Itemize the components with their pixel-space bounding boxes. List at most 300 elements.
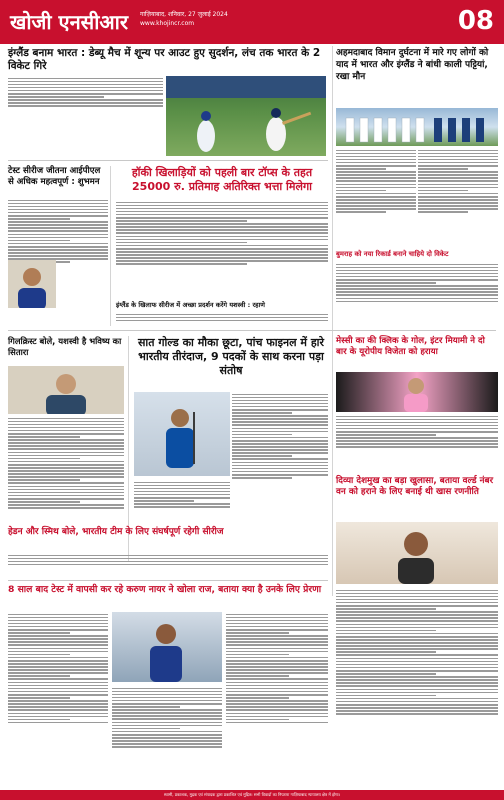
- text-line: [232, 455, 292, 457]
- body-karun-col3: [226, 612, 328, 782]
- text-line: [232, 403, 328, 405]
- text-line: [8, 564, 328, 566]
- text-line: [226, 629, 328, 631]
- text-line: [336, 605, 498, 607]
- vertical-rule-right: [332, 46, 333, 596]
- text-line: [232, 431, 328, 433]
- text-line: [116, 263, 247, 265]
- text-line: [226, 638, 328, 640]
- text-line: [8, 240, 70, 242]
- text-line: [116, 208, 328, 210]
- text-line: [336, 636, 498, 638]
- text-line: [8, 243, 108, 245]
- body-hayden: [8, 553, 328, 575]
- text-line: [8, 203, 108, 205]
- text-line: [226, 688, 328, 690]
- text-line: [8, 629, 108, 631]
- text-line: [336, 599, 498, 601]
- divya-photo: [336, 522, 498, 584]
- text-line: [418, 202, 498, 204]
- text-line: [336, 704, 498, 706]
- text-line: [336, 611, 498, 613]
- text-line: [8, 458, 80, 460]
- text-line: [336, 614, 498, 616]
- text-line: [336, 165, 416, 167]
- text-line: [112, 718, 222, 720]
- text-line: [336, 590, 498, 592]
- text-line: [112, 694, 222, 696]
- headline-hockey: हॉकी खिलाड़ियों को पहली बार टॉप्स के तहत 25000 रु. प्रतिमाह अतिरिक्त भत्ता मिलेगा: [131, 166, 313, 193]
- text-line: [8, 209, 108, 211]
- text-line: [112, 700, 222, 702]
- text-line: [336, 431, 498, 433]
- text-line: [8, 212, 108, 214]
- text-line: [336, 670, 498, 672]
- text-line: [8, 555, 328, 557]
- text-line: [232, 397, 328, 399]
- text-line: [336, 627, 498, 629]
- text-line: [112, 722, 222, 724]
- text-line: [232, 449, 328, 451]
- text-line: [418, 162, 498, 164]
- text-line: [418, 187, 498, 189]
- text-line: [336, 298, 498, 300]
- text-line: [116, 214, 328, 216]
- text-line: [226, 614, 328, 616]
- headline-bumrah: बुमराह को नया रिकार्ड बनाने चाहिये दो विकेट: [336, 250, 449, 258]
- text-line: [8, 641, 108, 643]
- text-line: [8, 99, 163, 101]
- text-line: [8, 716, 108, 718]
- text-line: [8, 482, 124, 484]
- text-line: [336, 156, 416, 158]
- text-line: [336, 425, 498, 427]
- text-line: [112, 697, 222, 699]
- text-line: [226, 719, 289, 721]
- text-line: [8, 433, 124, 435]
- masthead-title: खोजी एनसीआर: [10, 10, 129, 34]
- text-line: [112, 688, 222, 690]
- headline-hayden: हेडन और स्मिथ बोले, भारतीय टीम के लिए संघर्षपूर्ण रहेगी सीरीज: [8, 527, 224, 537]
- text-line: [8, 200, 108, 202]
- text-line: [336, 648, 498, 650]
- text-line: [8, 102, 163, 104]
- text-line: [418, 184, 498, 186]
- text-line: [232, 409, 328, 411]
- text-line: [8, 467, 124, 469]
- text-line: [8, 722, 108, 724]
- text-line: [418, 180, 498, 182]
- text-line: [8, 249, 108, 251]
- text-line: [8, 78, 163, 80]
- text-line: [226, 620, 328, 622]
- text-line: [112, 743, 222, 745]
- text-line: [336, 196, 416, 198]
- text-line: [232, 474, 328, 476]
- text-line: [8, 703, 108, 705]
- text-line: [8, 691, 108, 693]
- text-line: [232, 446, 328, 448]
- text-line: [8, 614, 108, 616]
- text-line: [336, 685, 498, 687]
- text-line: [116, 205, 328, 207]
- text-line: [336, 153, 416, 155]
- text-line: [8, 230, 108, 232]
- text-line: [116, 245, 328, 247]
- text-line: [336, 713, 498, 715]
- text-line: [8, 430, 124, 432]
- text-line: [116, 248, 328, 250]
- text-line: [336, 620, 498, 622]
- text-line: [226, 648, 328, 650]
- text-line: [8, 445, 124, 447]
- text-line: [336, 707, 498, 709]
- text-line: [8, 436, 80, 438]
- text-line: [8, 651, 108, 653]
- text-line: [8, 93, 163, 95]
- text-line: [336, 624, 498, 626]
- masthead-date: गाज़ियाबाद, शनिवार, 27 जुलाई 2024: [140, 11, 228, 18]
- text-line: [226, 678, 328, 680]
- text-line: [226, 623, 328, 625]
- text-line: [226, 675, 289, 677]
- text-line: [336, 596, 498, 598]
- text-line: [336, 434, 436, 436]
- text-line: [8, 218, 70, 220]
- text-line: [232, 406, 328, 408]
- text-line: [336, 208, 416, 210]
- text-line: [336, 416, 498, 418]
- text-line: [116, 260, 328, 262]
- text-line: [336, 428, 498, 430]
- text-line: [8, 473, 124, 475]
- text-line: [336, 698, 498, 700]
- body-tribute-col2: [418, 148, 498, 248]
- text-line: [8, 635, 108, 637]
- text-line: [8, 678, 108, 680]
- text-line: [226, 635, 328, 637]
- body-bumrah: [336, 262, 498, 326]
- text-line: [336, 291, 498, 293]
- text-line: [8, 486, 124, 488]
- text-line: [336, 443, 498, 445]
- text-line: [232, 462, 328, 464]
- text-line: [336, 682, 498, 684]
- text-line: [226, 632, 289, 634]
- text-line: [8, 498, 124, 500]
- text-line: [8, 442, 124, 444]
- headline-archery: सात गोल्ड का मौका छूटा, पांच फाइनल में हारे भारतीय तीरंदाज, 9 पदकों के साथ करना पड़ा संतोष: [137, 336, 325, 377]
- masthead-url: www.khojincr.com: [140, 20, 195, 27]
- text-line: [336, 270, 498, 272]
- text-line: [116, 211, 328, 213]
- text-line: [336, 651, 436, 653]
- text-line: [232, 421, 328, 423]
- text-line: [8, 424, 124, 426]
- text-line: [8, 418, 124, 420]
- vertical-rule-left: [110, 166, 111, 326]
- text-line: [418, 168, 468, 170]
- text-line: [418, 150, 498, 152]
- text-line: [226, 651, 328, 653]
- text-line: [336, 264, 498, 266]
- text-line: [116, 254, 328, 256]
- text-line: [116, 229, 328, 231]
- text-line: [336, 419, 498, 421]
- text-line: [336, 664, 498, 666]
- text-line: [116, 220, 247, 222]
- text-line: [336, 676, 498, 678]
- text-line: [336, 633, 498, 635]
- gilchrist-photo: [8, 366, 124, 414]
- text-line: [336, 661, 498, 663]
- text-line: [8, 709, 108, 711]
- text-line: [116, 320, 328, 322]
- text-line: [336, 630, 436, 632]
- text-line: [134, 506, 230, 508]
- text-line: [112, 737, 222, 739]
- text-line: [226, 660, 328, 662]
- text-line: [8, 617, 108, 619]
- text-line: [8, 479, 80, 481]
- headline-england-india: इंग्लैंड बनाम भारत : डेब्यू मैच में शून्य पर आउट हुए सुदर्शन, लंच तक भारत के 2 विकेट गिरे: [8, 47, 321, 72]
- text-line: [134, 488, 230, 490]
- text-line: [8, 713, 108, 715]
- text-line: [336, 162, 416, 164]
- text-line: [112, 691, 222, 693]
- text-line: [8, 461, 124, 463]
- text-line: [8, 666, 108, 668]
- text-line: [336, 279, 498, 281]
- text-line: [336, 193, 416, 195]
- text-line: [336, 692, 498, 694]
- headline-karun-nair: 8 साल बाद टेस्ट में वापसी कर रहे करुण नायर ने खोला राज, बताया क्या है उनके लिए प्रेरणा: [8, 584, 322, 595]
- text-line: [8, 507, 124, 509]
- text-line: [418, 196, 498, 198]
- text-line: [116, 242, 247, 244]
- text-line: [232, 443, 328, 445]
- text-line: [8, 96, 104, 98]
- text-line: [8, 626, 108, 628]
- archery-photo: [134, 392, 230, 476]
- text-line: [336, 184, 416, 186]
- text-line: [8, 90, 163, 92]
- text-line: [8, 87, 163, 89]
- text-line: [8, 206, 108, 208]
- text-line: [226, 691, 328, 693]
- text-line: [418, 199, 498, 201]
- text-line: [112, 746, 222, 748]
- text-line: [232, 415, 328, 417]
- text-line: [8, 719, 70, 721]
- text-line: [8, 632, 70, 634]
- text-line: [112, 725, 222, 727]
- text-line: [336, 199, 416, 201]
- text-line: [8, 81, 163, 83]
- text-line: [336, 695, 436, 697]
- body-karun-col2: [112, 686, 222, 782]
- divider-3: [8, 580, 328, 581]
- text-line: [8, 492, 124, 494]
- text-line: [336, 187, 416, 189]
- text-line: [336, 593, 498, 595]
- divider-1: [8, 160, 328, 161]
- text-line: [336, 658, 498, 660]
- text-line: [8, 644, 108, 646]
- text-line: [232, 458, 328, 460]
- text-line: [336, 267, 498, 269]
- text-line: [8, 227, 108, 229]
- text-line: [134, 497, 230, 499]
- text-line: [8, 648, 108, 650]
- text-line: [336, 639, 498, 641]
- text-line: [134, 503, 230, 505]
- body-england-india: [8, 76, 163, 124]
- text-line: [336, 437, 498, 439]
- text-line: [8, 501, 80, 503]
- text-line: [8, 660, 108, 662]
- text-line: [8, 448, 124, 450]
- text-line: [336, 422, 498, 424]
- text-line: [8, 224, 108, 226]
- text-line: [336, 654, 498, 656]
- text-line: [336, 276, 498, 278]
- headline-messi: मेस्सी का की क्लिक के गोल, इंटर मियामी ने दो बार के यूरोपीय विजेता को हराया: [336, 336, 485, 357]
- text-line: [8, 476, 124, 478]
- text-line: [8, 675, 70, 677]
- text-line: [134, 482, 230, 484]
- text-line: [336, 673, 436, 675]
- text-line: [8, 255, 108, 257]
- text-line: [226, 709, 328, 711]
- text-line: [336, 710, 498, 712]
- text-line: [232, 440, 328, 442]
- divider-2: [8, 330, 496, 331]
- text-line: [116, 251, 328, 253]
- text-line: [232, 412, 292, 414]
- text-line: [232, 394, 328, 396]
- text-line: [116, 239, 328, 241]
- body-hockey: [116, 200, 328, 300]
- text-line: [232, 418, 328, 420]
- text-line: [8, 252, 108, 254]
- page-number: 08: [457, 6, 494, 36]
- text-line: [336, 440, 498, 442]
- text-line: [336, 294, 498, 296]
- text-line: [336, 701, 498, 703]
- text-line: [8, 654, 70, 656]
- karun-photo: [112, 612, 222, 682]
- text-line: [418, 193, 498, 195]
- text-line: [8, 504, 124, 506]
- text-line: [8, 439, 124, 441]
- text-line: [8, 470, 124, 472]
- footer: स्वामी, प्रकाशक, मुद्रक एवं संपादक द्वारा प्रकाशित एवं मुद्रित। सभी विवादों का निपटारा गाज़ियाबाद न्यायालय क्षेत्र में होगा।: [0, 790, 504, 800]
- text-line: [8, 663, 108, 665]
- text-line: [336, 667, 498, 669]
- text-line: [8, 221, 108, 223]
- text-line: [336, 285, 498, 287]
- text-line: [226, 666, 328, 668]
- text-line: [336, 282, 436, 284]
- text-line: [112, 728, 180, 730]
- text-line: [336, 642, 498, 644]
- headline-gilchrist: गिलक्रिस्ट बोले, यशस्वी है भविष्य का सितारा: [8, 336, 122, 357]
- text-line: [336, 288, 498, 290]
- text-line: [418, 208, 498, 210]
- text-line: [232, 428, 328, 430]
- text-line: [116, 232, 328, 234]
- text-line: [8, 237, 108, 239]
- text-line: [232, 400, 328, 402]
- text-line: [226, 617, 328, 619]
- masthead-info: [140, 10, 228, 28]
- text-line: [8, 638, 108, 640]
- text-line: [226, 694, 328, 696]
- text-line: [8, 694, 108, 696]
- text-line: [336, 617, 498, 619]
- text-line: [418, 159, 498, 161]
- body-divya: [336, 588, 498, 778]
- team-line-photo: [336, 108, 498, 146]
- text-line: [336, 645, 498, 647]
- text-line: [112, 715, 222, 717]
- headline-divya: दिव्या देशमुख का बड़ा खुलासा, बताया वर्ल्ड नंबर वन को हराने के लिए बनाई थी खास रणनीति: [336, 476, 494, 497]
- masthead: [0, 0, 504, 44]
- text-line: [8, 464, 124, 466]
- text-line: [8, 657, 108, 659]
- text-line: [116, 257, 328, 259]
- text-line: [418, 153, 498, 155]
- text-line: [112, 709, 222, 711]
- text-line: [8, 558, 328, 560]
- text-line: [418, 174, 498, 176]
- text-line: [336, 602, 498, 604]
- text-line: [418, 190, 468, 192]
- text-line: [226, 663, 328, 665]
- text-line: [336, 608, 436, 610]
- text-line: [8, 234, 108, 236]
- text-line: [336, 171, 416, 173]
- text-line: [232, 452, 328, 454]
- text-line: [232, 465, 328, 467]
- text-line: [8, 669, 108, 671]
- text-line: [8, 688, 108, 690]
- text-line: [336, 301, 498, 303]
- text-line: [226, 716, 328, 718]
- text-line: [8, 682, 108, 684]
- text-line: [336, 177, 416, 179]
- text-line: [418, 211, 468, 213]
- text-line: [226, 672, 328, 674]
- text-line: [116, 223, 328, 225]
- text-line: [226, 654, 289, 656]
- text-line: [226, 703, 328, 705]
- text-line: [134, 494, 230, 496]
- text-line: [336, 202, 416, 204]
- text-line: [336, 174, 416, 176]
- text-line: [418, 156, 498, 158]
- body-archery-col2: [134, 480, 230, 522]
- text-line: [418, 205, 498, 207]
- text-line: [336, 168, 386, 170]
- text-line: [226, 669, 328, 671]
- text-line: [226, 685, 328, 687]
- text-line: [8, 672, 108, 674]
- headline-england-quote: इंग्लैंड के खिलाफ सीरीज में अच्छा प्रदर्शन करेंगे यशस्वी : रहाणे: [116, 301, 265, 309]
- text-line: [8, 455, 124, 457]
- text-line: [8, 685, 108, 687]
